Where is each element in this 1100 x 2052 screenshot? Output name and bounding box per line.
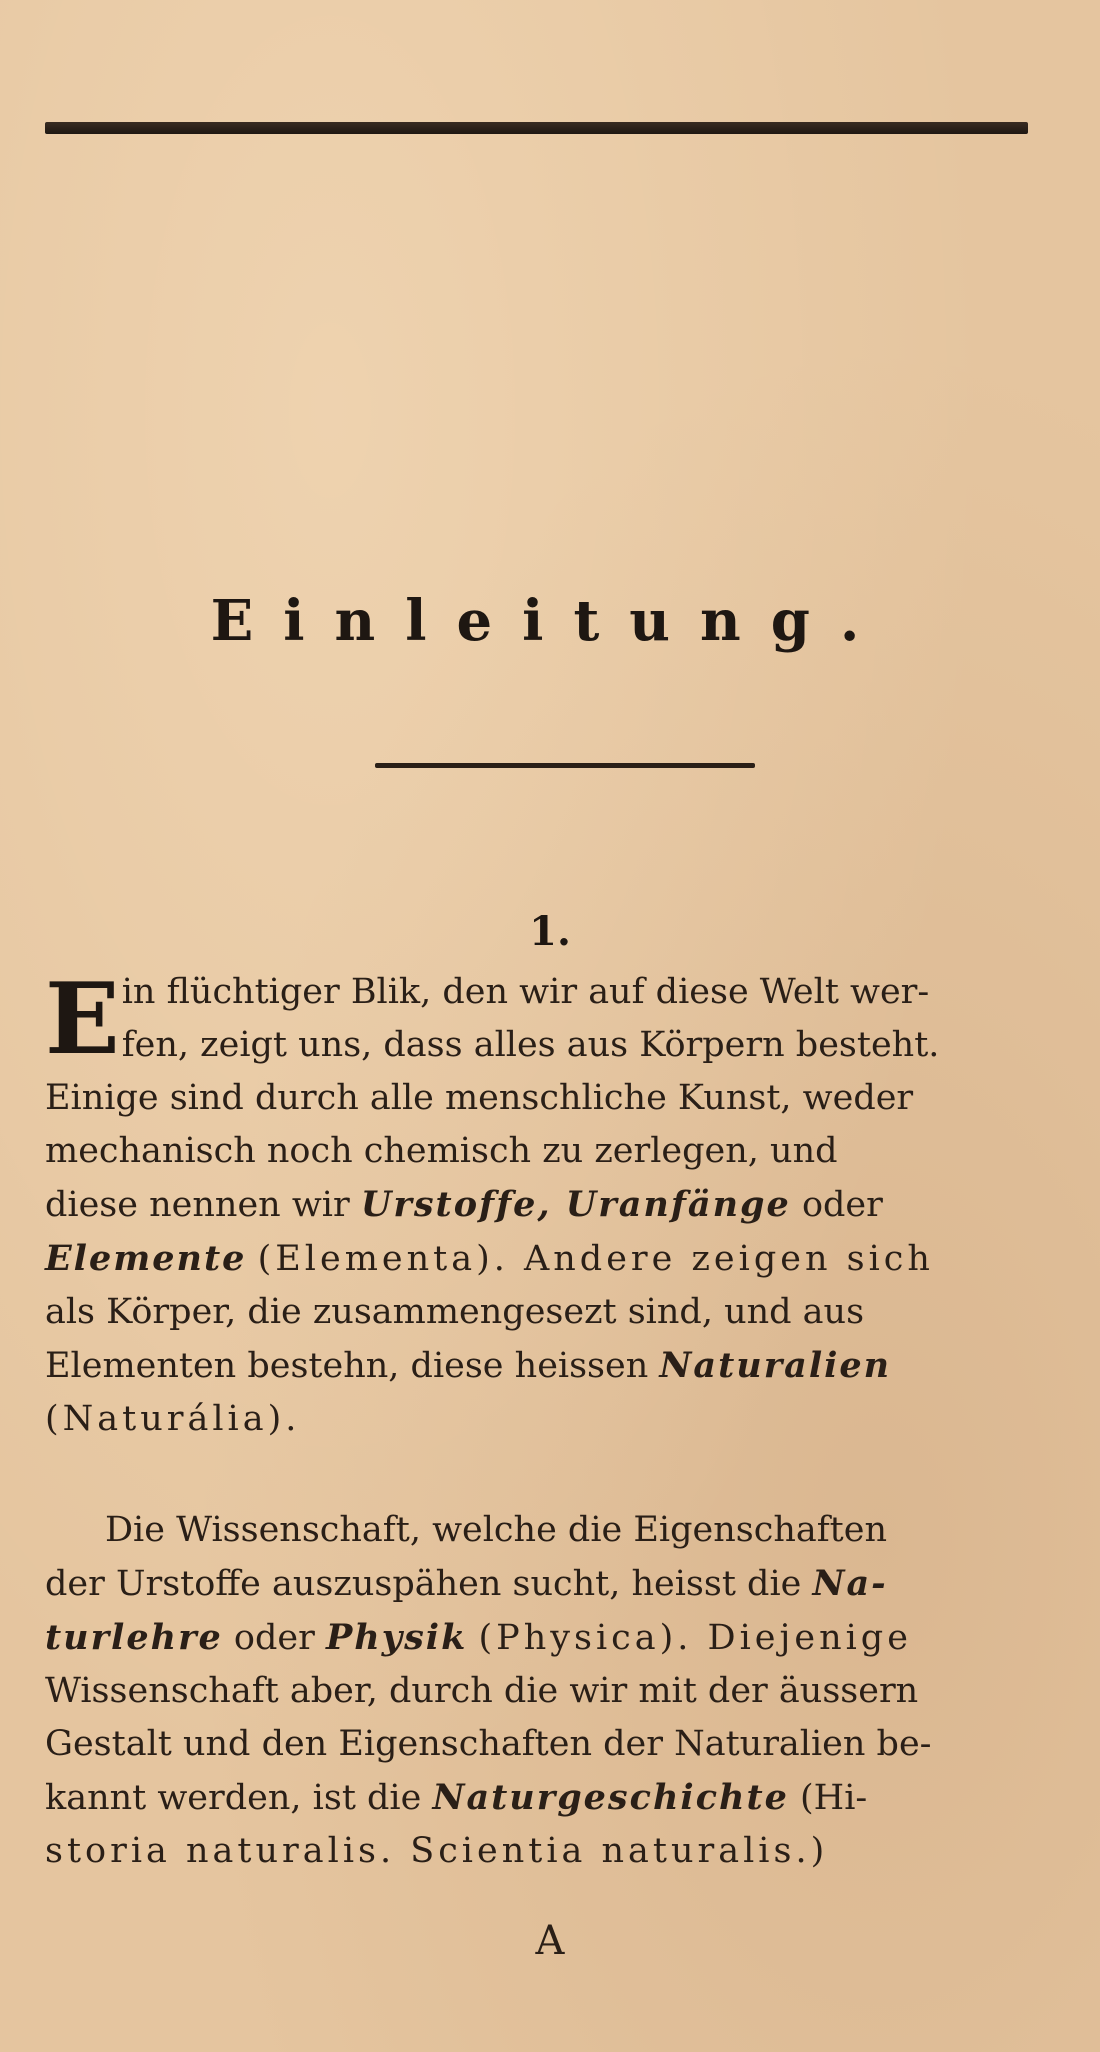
text-line: fen, zeigt uns, dass alles aus Körpern besteht.: [121, 1025, 940, 1065]
section-number: 1.: [529, 908, 571, 955]
text-line: in flüchtiger Blik, den wir auf diese Welt wer-: [121, 972, 930, 1012]
text-line: Wissenschaft aber, durch die wir mit der äussern: [45, 1671, 919, 1711]
text-line: [45, 1771, 1025, 1825]
signature-mark: A: [535, 1918, 565, 1964]
term-elemente: Elemente: [45, 1238, 247, 1279]
text-line: [45, 1611, 1025, 1665]
text-line: mechanisch noch chemisch zu zerlegen, und: [45, 1131, 838, 1171]
text-segment: oder: [233, 1618, 315, 1658]
text-line: [45, 1339, 1025, 1393]
term-naturalien: Naturalien: [659, 1345, 892, 1386]
text-line: als Körper, die zusammengesezt sind, und aus: [45, 1292, 865, 1332]
text-segment: (Elementa). Andere zeigen sich: [257, 1239, 934, 1279]
text-line: [45, 1557, 1025, 1611]
term-naturlehre-end: turlehre: [45, 1617, 223, 1658]
text-line: storia naturalis. Scientia naturalis.): [45, 1831, 829, 1871]
term-physik: Physik: [325, 1617, 468, 1658]
chapter-title: Einleitung.: [210, 588, 890, 654]
text-line: (Naturália).: [45, 1399, 301, 1439]
text-line: Gestalt und den Eigenschaften der Naturalien be-: [45, 1724, 932, 1764]
text-line: Einige sind durch alle menschliche Kunst, weder: [45, 1078, 914, 1118]
text-segment: oder: [801, 1185, 883, 1225]
text-segment: (Physica). Diejenige: [478, 1618, 912, 1658]
term-naturgeschichte: Naturgeschichte: [432, 1777, 789, 1818]
text-segment: kannt werden, ist die: [45, 1778, 422, 1818]
term-urstoffe: Urstoffe, Uranfänge: [360, 1184, 791, 1225]
paragraph-2: [45, 1504, 1025, 1878]
text-line: [45, 1232, 1025, 1286]
text-line: [45, 1178, 1025, 1232]
text-segment: der Urstoffe auszuspähen sucht, heisst die: [45, 1564, 802, 1604]
title-rule: [375, 763, 755, 768]
text-segment: diese nennen wir: [45, 1185, 350, 1225]
text-line: Die Wissenschaft, welche die Eigenschaften: [105, 1510, 887, 1550]
paragraph-1: [45, 962, 1025, 1446]
top-rule: [45, 122, 1028, 134]
text-segment: Elementen bestehn, diese heissen: [45, 1346, 649, 1386]
drop-cap: E: [45, 962, 120, 1077]
text-segment: (Hi-: [800, 1778, 868, 1818]
term-naturlehre-start: Na-: [812, 1563, 888, 1604]
